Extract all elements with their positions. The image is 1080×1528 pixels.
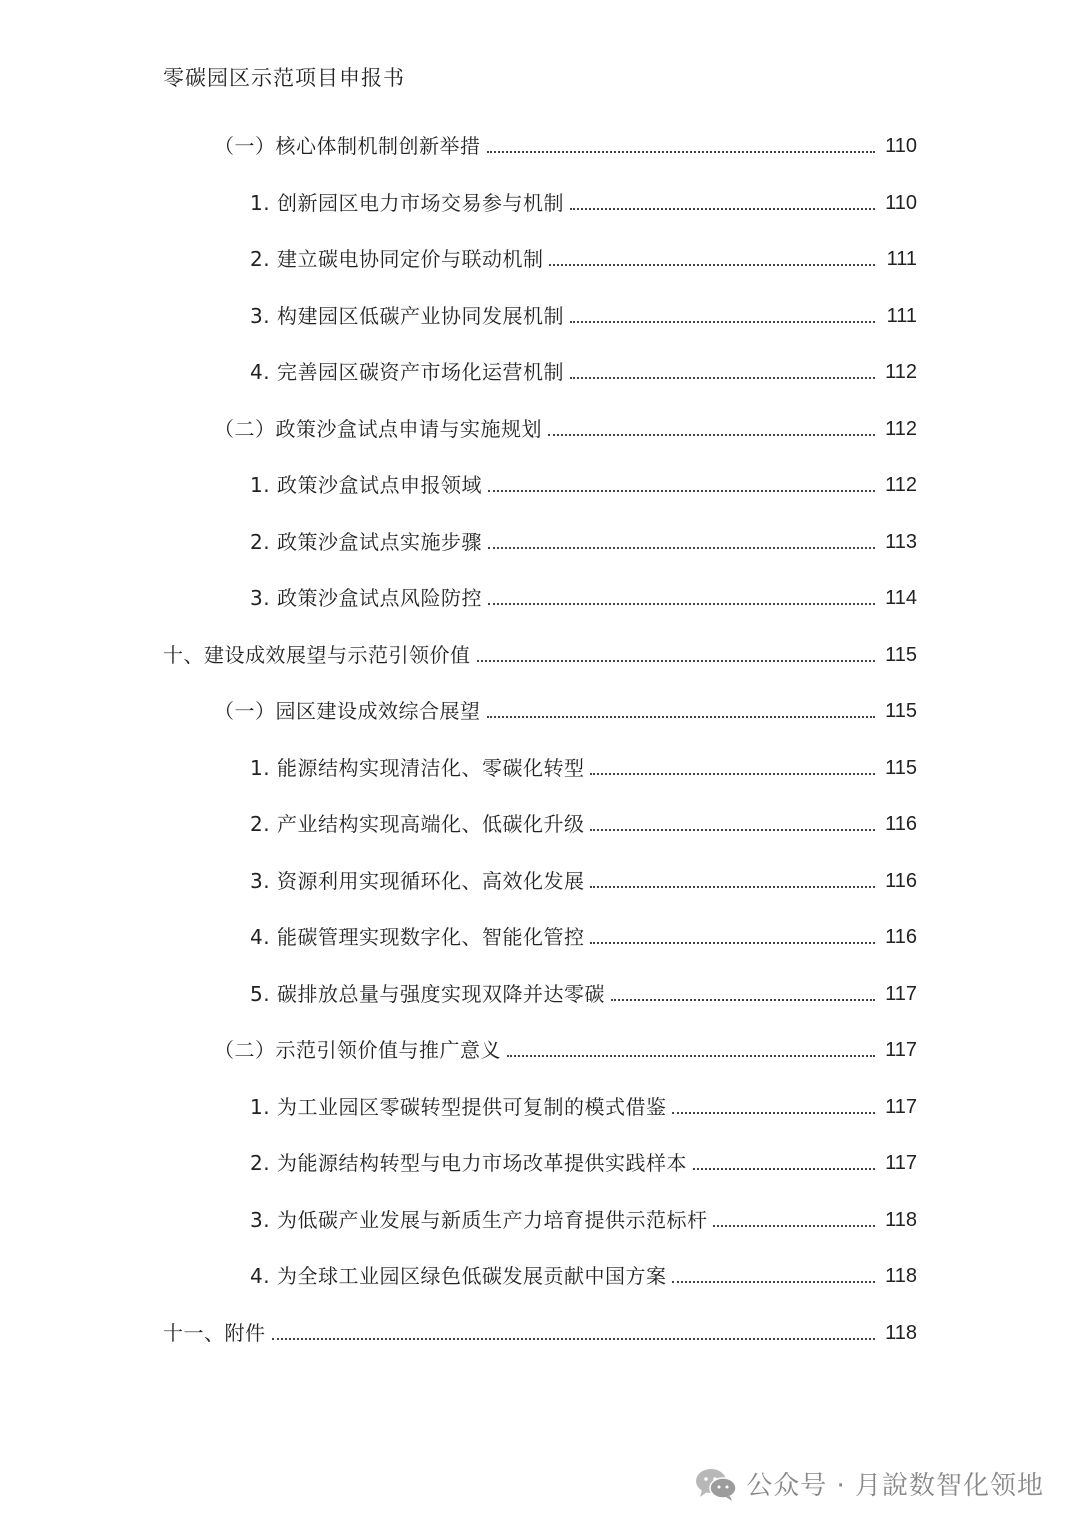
toc-leader-dots xyxy=(590,886,875,888)
toc-entry-title: 1. 为工业园区零碳转型提供可复制的模式借鉴 xyxy=(250,1095,667,1119)
toc-entry-title: 4. 为全球工业园区绿色低碳发展贡献中国方案 xyxy=(250,1264,667,1288)
toc-entry[interactable] xyxy=(250,187,917,219)
toc-leader-dots xyxy=(487,151,876,153)
toc-entry[interactable] xyxy=(250,808,917,840)
toc-leader-dots xyxy=(590,773,875,775)
toc-entry-page-number: 117 xyxy=(885,983,917,1005)
toc-entry-page-number: 110 xyxy=(885,192,917,214)
toc-entry-page-number: 117 xyxy=(885,1039,917,1061)
toc-leader-dots xyxy=(570,208,875,210)
toc-entry-page-number: 112 xyxy=(885,418,917,440)
toc-entry-title: 2. 为能源结构转型与电力市场改革提供实践样本 xyxy=(250,1151,687,1175)
toc-entry-title: 2. 建立碳电协同定价与联动机制 xyxy=(250,247,544,271)
toc-entry[interactable] xyxy=(214,130,917,162)
toc-entry[interactable] xyxy=(250,300,917,332)
toc-entry-page-number: 116 xyxy=(885,926,917,948)
toc-entry-title: （二）示范引领价值与推广意义 xyxy=(214,1038,501,1062)
toc-entry-page-number: 118 xyxy=(885,1322,917,1344)
toc-entry[interactable] xyxy=(250,752,917,784)
toc-leader-dots xyxy=(590,942,875,944)
toc-leader-dots xyxy=(611,999,875,1001)
toc-entry[interactable] xyxy=(250,243,917,275)
toc-entry-title: 3. 政策沙盒试点风险防控 xyxy=(250,586,482,610)
toc-entry-title: 十、建设成效展望与示范引领价值 xyxy=(163,643,471,667)
toc-leader-dots xyxy=(672,1112,875,1114)
toc-entry-page-number: 116 xyxy=(885,870,917,892)
toc-entry-title: 1. 政策沙盒试点申报领域 xyxy=(250,473,482,497)
toc-entry-title: 5. 碳排放总量与强度实现双降并达零碳 xyxy=(250,982,605,1006)
toc-entry-page-number: 112 xyxy=(885,474,917,496)
watermark-text: 公众号 · 月說数智化领地 xyxy=(746,1471,1044,1501)
toc-entry[interactable] xyxy=(214,1034,917,1066)
toc-entry-page-number: 113 xyxy=(885,531,917,553)
toc-entry-title: 4. 能碳管理实现数字化、智能化管控 xyxy=(250,925,585,949)
toc-entry-page-number: 111 xyxy=(886,305,917,327)
toc-leader-dots xyxy=(487,716,876,718)
toc-entry-page-number: 116 xyxy=(885,813,917,835)
toc-entry[interactable] xyxy=(250,1204,917,1236)
toc-leader-dots xyxy=(488,547,875,549)
toc-leader-dots xyxy=(693,1168,875,1170)
toc-leader-dots xyxy=(570,377,875,379)
toc-entry[interactable] xyxy=(250,865,917,897)
toc-entry[interactable] xyxy=(250,1260,917,1292)
toc-entry[interactable] xyxy=(250,469,917,501)
toc-entry[interactable] xyxy=(250,356,917,388)
toc-leader-dots xyxy=(272,1338,876,1340)
toc-entry[interactable] xyxy=(250,921,917,953)
toc-entry[interactable] xyxy=(214,695,917,727)
toc-leader-dots xyxy=(477,660,876,662)
toc-leader-dots xyxy=(590,829,875,831)
toc-entry-page-number: 117 xyxy=(885,1152,917,1174)
toc-entry-title: 2. 政策沙盒试点实施步骤 xyxy=(250,530,482,554)
toc-entry-page-number: 115 xyxy=(885,757,917,779)
toc-entry-title: 3. 为低碳产业发展与新质生产力培育提供示范标杆 xyxy=(250,1208,708,1232)
toc-entry[interactable] xyxy=(250,978,917,1010)
toc-leader-dots xyxy=(488,603,875,605)
toc-entry-title: 4. 完善园区碳资产市场化运营机制 xyxy=(250,360,564,384)
toc-entry-title: 1. 创新园区电力市场交易参与机制 xyxy=(250,191,564,215)
toc-leader-dots xyxy=(549,264,875,266)
toc-entry[interactable] xyxy=(163,1317,917,1349)
toc-entry[interactable] xyxy=(250,526,917,558)
toc-entry[interactable] xyxy=(250,1147,917,1179)
toc-entry[interactable] xyxy=(250,582,917,614)
toc-entry-page-number: 118 xyxy=(885,1265,917,1287)
toc-entry-page-number: 115 xyxy=(885,700,917,722)
toc-entry-title: （二）政策沙盒试点申请与实施规划 xyxy=(214,417,542,441)
toc-entry-page-number: 111 xyxy=(886,248,917,270)
toc-entry-page-number: 114 xyxy=(885,587,917,609)
wechat-icon xyxy=(694,1466,738,1502)
toc-leader-dots xyxy=(507,1055,875,1057)
toc-leader-dots xyxy=(548,434,875,436)
toc-entry-title: 1. 能源结构实现清洁化、零碳化转型 xyxy=(250,756,585,780)
toc-entry-title: 3. 资源利用实现循环化、高效化发展 xyxy=(250,869,585,893)
toc-leader-dots xyxy=(570,321,875,323)
toc-entry-title: 3. 构建园区低碳产业协同发展机制 xyxy=(250,304,564,328)
toc-leader-dots xyxy=(488,490,875,492)
toc-entry[interactable] xyxy=(214,413,917,445)
toc-entry[interactable] xyxy=(250,1091,917,1123)
toc-leader-dots xyxy=(672,1281,875,1283)
toc-entry-page-number: 115 xyxy=(885,644,917,666)
toc-entry-title: （一）核心体制机制创新举措 xyxy=(214,134,481,158)
toc-entry[interactable] xyxy=(163,639,917,671)
toc-entry-title: 2. 产业结构实现高端化、低碳化升级 xyxy=(250,812,585,836)
toc-entry-title: （一）园区建设成效综合展望 xyxy=(214,699,481,723)
watermark xyxy=(694,1465,1044,1502)
toc-entry-page-number: 117 xyxy=(885,1096,917,1118)
toc-entry-page-number: 112 xyxy=(885,361,917,383)
toc-entry-page-number: 118 xyxy=(885,1209,917,1231)
toc-entry-page-number: 110 xyxy=(885,135,917,157)
document-header: 零碳园区示范项目申报书 xyxy=(163,66,405,90)
toc-entry-title: 十一、附件 xyxy=(163,1321,266,1345)
toc-leader-dots xyxy=(713,1225,875,1227)
